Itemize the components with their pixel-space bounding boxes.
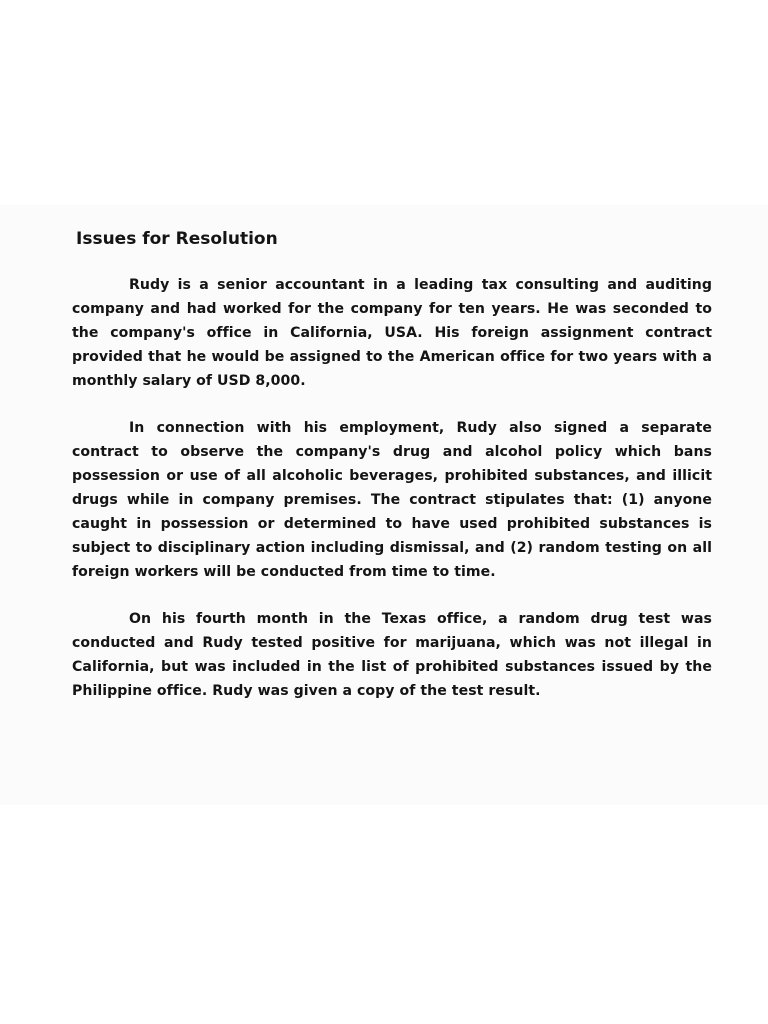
- paragraph-drug-policy: In connection with his employment, Rudy also signed a separate contract to observe the company's drug and alcohol policy which bans possession or use of all alcoholic beverages, prohibited substances, and illicit drugs while in company premises. The contract stipulates that: (1) anyone caught in possession or determined to have used prohibited substances is subject to disciplinary action including dismissal, and (2) random testing on all foreign workers will be conducted from time to time.: [72, 420, 712, 580]
- section-heading: Issues for Resolution: [76, 229, 278, 249]
- document-body: [72, 226, 716, 726]
- paragraph-drug-test: On his fourth month in the Texas office, a random drug test was conducted and Rudy tested positive for marijuana, which was not illegal in California, but was included in the list of prohibited substances issued by the Philippine office. Rudy was given a copy of the test result.: [72, 611, 712, 699]
- paragraph-assignment: Rudy is a senior accountant in a leading tax consulting and auditing company and had worked for the company for ten years. He was seconded to the company's office in California, USA. His foreign assignment contract provided that he would be assigned to the American office for two years with a monthly salary of USD 8,000.: [72, 277, 712, 389]
